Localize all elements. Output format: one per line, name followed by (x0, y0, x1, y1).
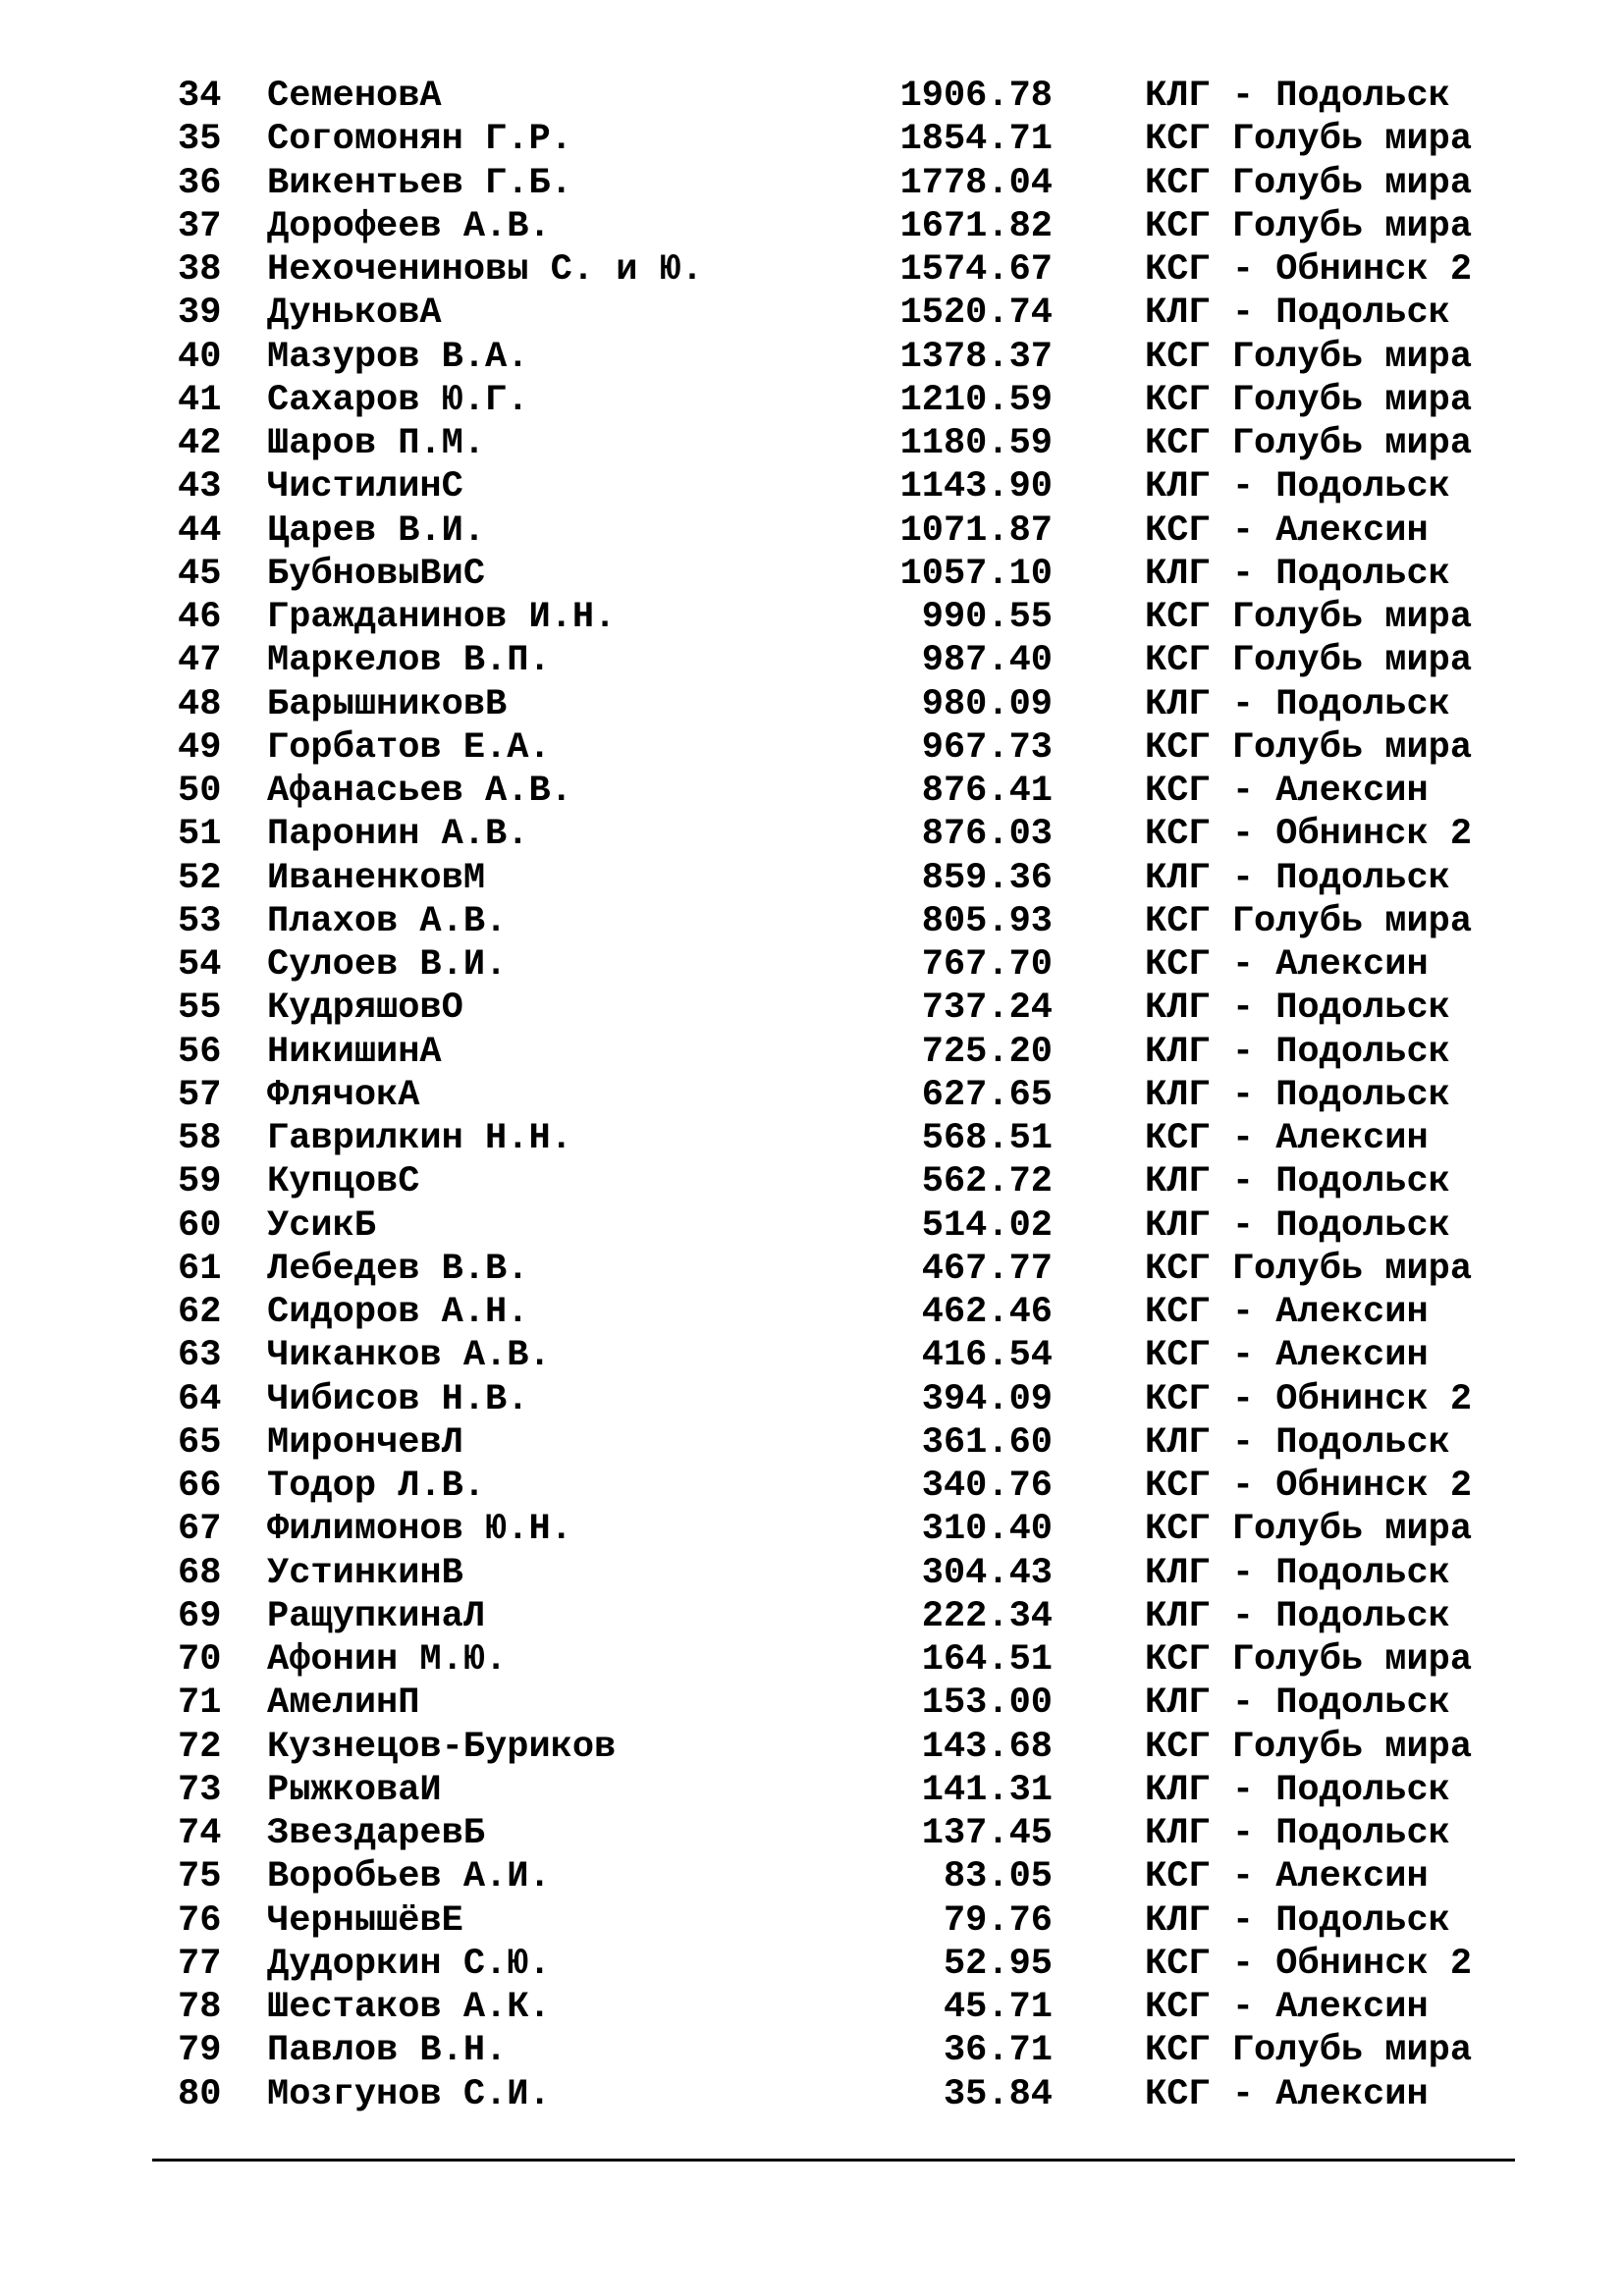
rank-cell: 56 (178, 1031, 222, 1073)
club-cell: КЛГ - Подольск (1145, 1899, 1450, 1942)
name-cell: ИваненковМ (267, 857, 486, 899)
name-cell: СеменовА (267, 76, 442, 117)
score-cell: 143.68 (921, 1726, 1053, 1768)
result-row (0, 422, 1624, 465)
rank-cell: 60 (178, 1204, 222, 1247)
rank-cell: 59 (178, 1161, 222, 1203)
result-row (0, 1508, 1624, 1551)
rank-cell: 35 (178, 119, 222, 161)
score-cell: 1210.59 (899, 379, 1053, 421)
club-cell: КЛГ - Подольск (1145, 1161, 1450, 1203)
score-cell: 164.51 (921, 1639, 1053, 1681)
score-cell: 737.24 (921, 988, 1053, 1030)
name-cell: УстинкинВ (267, 1552, 463, 1594)
club-cell: КЛГ - Подольск (1145, 683, 1450, 725)
club-cell: КСГ Голубь мира (1145, 162, 1473, 204)
score-cell: 859.36 (921, 857, 1053, 899)
score-cell: 1143.90 (899, 466, 1053, 508)
result-row (0, 1465, 1624, 1508)
rank-cell: 75 (178, 1856, 222, 1898)
result-row (0, 1117, 1624, 1160)
result-row (0, 1291, 1624, 1334)
name-cell: Мазуров В.А. (267, 336, 529, 378)
name-cell: КупцовС (267, 1161, 420, 1203)
score-cell: 805.93 (921, 900, 1053, 942)
score-cell: 45.71 (943, 1987, 1053, 2028)
club-cell: КСГ Голубь мира (1145, 726, 1473, 769)
result-row (0, 2029, 1624, 2072)
rank-cell: 43 (178, 466, 222, 508)
name-cell: Филимонов Ю.Н. (267, 1509, 572, 1551)
rank-cell: 52 (178, 857, 222, 899)
result-row (0, 813, 1624, 856)
club-cell: КЛГ - Подольск (1145, 466, 1450, 508)
score-cell: 83.05 (943, 1856, 1053, 1898)
result-row (0, 509, 1624, 553)
club-cell: КСГ - Обнинск 2 (1145, 1466, 1473, 1507)
club-cell: КЛГ - Подольск (1145, 1595, 1450, 1637)
result-row (0, 1986, 1624, 2029)
name-cell: КудряшовО (267, 988, 463, 1030)
result-row (0, 1204, 1624, 1248)
name-cell: Лебедев В.В. (267, 1248, 529, 1290)
result-row (0, 379, 1624, 422)
club-cell: КЛГ - Подольск (1145, 1769, 1450, 1811)
club-cell: КСГ - Алексин (1145, 771, 1429, 812)
score-cell: 1778.04 (899, 162, 1053, 204)
name-cell: Гаврилкин Н.Н. (267, 1118, 572, 1159)
name-cell: Гражданинов И.Н. (267, 597, 617, 638)
result-row (0, 465, 1624, 508)
rank-cell: 47 (178, 640, 222, 682)
result-row (0, 1855, 1624, 1898)
club-cell: КСГ Голубь мира (1145, 379, 1473, 421)
score-cell: 987.40 (921, 640, 1053, 682)
club-cell: КСГ - Алексин (1145, 1292, 1429, 1333)
score-cell: 153.00 (921, 1682, 1053, 1725)
result-row (0, 857, 1624, 900)
result-row (0, 943, 1624, 987)
club-cell: КСГ - Алексин (1145, 509, 1429, 552)
score-cell: 394.09 (921, 1378, 1053, 1420)
score-cell: 627.65 (921, 1074, 1053, 1116)
club-cell: КЛГ - Подольск (1145, 1421, 1450, 1464)
name-cell: ЧернышёвЕ (267, 1899, 463, 1942)
rank-cell: 38 (178, 249, 222, 291)
rank-cell: 37 (178, 205, 222, 247)
rank-cell: 62 (178, 1292, 222, 1333)
club-cell: КСГ - Обнинск 2 (1145, 1943, 1473, 1985)
name-cell: РащупкинаЛ (267, 1595, 486, 1637)
score-cell: 767.70 (921, 944, 1053, 986)
score-cell: 876.41 (921, 771, 1053, 812)
name-cell: Воробьев А.И. (267, 1856, 551, 1898)
name-cell: Царев В.И. (267, 509, 486, 552)
club-cell: КСГ - Алексин (1145, 1856, 1429, 1898)
result-row (0, 1769, 1624, 1812)
rank-cell: 53 (178, 900, 222, 942)
rank-cell: 54 (178, 944, 222, 986)
club-cell: КСГ - Алексин (1145, 1335, 1429, 1377)
score-cell: 462.46 (921, 1292, 1053, 1333)
rank-cell: 69 (178, 1595, 222, 1637)
rank-cell: 61 (178, 1248, 222, 1290)
name-cell: БарышниковВ (267, 683, 508, 725)
club-cell: КСГ - Алексин (1145, 2073, 1429, 2115)
club-cell: КСГ - Обнинск 2 (1145, 249, 1473, 291)
name-cell: Чиканков А.В. (267, 1335, 551, 1377)
rank-cell: 65 (178, 1421, 222, 1464)
club-cell: КСГ - Обнинск 2 (1145, 814, 1473, 856)
name-cell: Горбатов Е.А. (267, 726, 551, 769)
name-cell: РыжковаИ (267, 1769, 442, 1811)
name-cell: БубновыВиС (267, 553, 486, 595)
club-cell: КЛГ - Подольск (1145, 76, 1450, 117)
result-row (0, 1378, 1624, 1421)
rank-cell: 80 (178, 2073, 222, 2115)
result-row (0, 1248, 1624, 1291)
result-row (0, 596, 1624, 639)
rank-cell: 55 (178, 988, 222, 1030)
club-cell: КЛГ - Подольск (1145, 553, 1450, 595)
score-cell: 137.45 (921, 1813, 1053, 1854)
name-cell: Дорофеев А.В. (267, 205, 551, 247)
bottom-divider (152, 2159, 1515, 2162)
rank-cell: 57 (178, 1074, 222, 1116)
name-cell: НикишинА (267, 1031, 442, 1073)
rank-cell: 78 (178, 1987, 222, 2028)
rank-cell: 50 (178, 771, 222, 812)
score-cell: 514.02 (921, 1204, 1053, 1247)
rank-cell: 79 (178, 2030, 222, 2072)
name-cell: Шаров П.М. (267, 423, 486, 464)
club-cell: КЛГ - Подольск (1145, 1813, 1450, 1854)
club-cell: КЛГ - Подольск (1145, 293, 1450, 335)
score-cell: 416.54 (921, 1335, 1053, 1377)
score-cell: 1378.37 (899, 336, 1053, 378)
result-row (0, 248, 1624, 292)
name-cell: ЧистилинС (267, 466, 463, 508)
club-cell: КСГ Голубь мира (1145, 1726, 1473, 1768)
name-cell: Нехоченинoвы С. и Ю. (267, 249, 704, 291)
score-cell: 568.51 (921, 1118, 1053, 1159)
name-cell: Сидоров А.Н. (267, 1292, 529, 1333)
score-cell: 1071.87 (899, 509, 1053, 552)
club-cell: КЛГ - Подольск (1145, 1682, 1450, 1725)
result-row (0, 1682, 1624, 1725)
club-cell: КЛГ - Подольск (1145, 1552, 1450, 1594)
result-row (0, 1812, 1624, 1855)
name-cell: Паронин А.В. (267, 814, 529, 856)
name-cell: УсикБ (267, 1204, 377, 1247)
rank-cell: 39 (178, 293, 222, 335)
name-cell: Согомонян Г.Р. (267, 119, 572, 161)
result-row (0, 553, 1624, 596)
rank-cell: 70 (178, 1639, 222, 1681)
rank-cell: 66 (178, 1466, 222, 1507)
name-cell: Дудоркин С.Ю. (267, 1943, 551, 1985)
rank-cell: 46 (178, 597, 222, 638)
result-row (0, 118, 1624, 161)
club-cell: КЛГ - Подольск (1145, 1204, 1450, 1247)
score-cell: 310.40 (921, 1509, 1053, 1551)
name-cell: Сулоев В.И. (267, 944, 508, 986)
result-row (0, 1943, 1624, 1986)
club-cell: КСГ Голубь мира (1145, 1248, 1473, 1290)
name-cell: Афанасьев А.В. (267, 771, 572, 812)
score-cell: 990.55 (921, 597, 1053, 638)
score-cell: 967.73 (921, 726, 1053, 769)
score-cell: 467.77 (921, 1248, 1053, 1290)
results-list (0, 75, 1624, 2116)
name-cell: Кузнецов-Буриков (267, 1726, 617, 1768)
result-row (0, 205, 1624, 248)
name-cell: МирончевЛ (267, 1421, 463, 1464)
club-cell: КСГ Голубь мира (1145, 597, 1473, 638)
rank-cell: 58 (178, 1118, 222, 1159)
name-cell: Чибисов Н.В. (267, 1378, 529, 1420)
club-cell: КСГ Голубь мира (1145, 423, 1473, 464)
result-row (0, 162, 1624, 205)
rank-cell: 68 (178, 1552, 222, 1594)
result-row (0, 1726, 1624, 1769)
rank-cell: 67 (178, 1509, 222, 1551)
club-cell: КСГ - Обнинск 2 (1145, 1378, 1473, 1420)
score-cell: 79.76 (943, 1899, 1053, 1942)
club-cell: КСГ - Алексин (1145, 1118, 1429, 1159)
score-cell: 1906.78 (899, 76, 1053, 117)
score-cell: 36.71 (943, 2030, 1053, 2072)
score-cell: 980.09 (921, 683, 1053, 725)
name-cell: Мозгунов С.И. (267, 2073, 551, 2115)
club-cell: КЛГ - Подольск (1145, 1074, 1450, 1116)
rank-cell: 74 (178, 1813, 222, 1854)
result-row (0, 1031, 1624, 1074)
score-cell: 361.60 (921, 1421, 1053, 1464)
club-cell: КСГ Голубь мира (1145, 119, 1473, 161)
rank-cell: 77 (178, 1943, 222, 1985)
name-cell: Шестаков А.К. (267, 1987, 551, 2028)
score-cell: 725.20 (921, 1031, 1053, 1073)
rank-cell: 48 (178, 683, 222, 725)
rank-cell: 63 (178, 1335, 222, 1377)
score-cell: 1671.82 (899, 205, 1053, 247)
club-cell: КСГ - Алексин (1145, 944, 1429, 986)
name-cell: Тодор Л.В. (267, 1466, 486, 1507)
club-cell: КЛГ - Подольск (1145, 857, 1450, 899)
rank-cell: 49 (178, 726, 222, 769)
score-cell: 1520.74 (899, 293, 1053, 335)
rank-cell: 40 (178, 336, 222, 378)
club-cell: КСГ Голубь мира (1145, 900, 1473, 942)
name-cell: Афонин М.Ю. (267, 1639, 508, 1681)
result-row (0, 900, 1624, 943)
club-cell: КСГ Голубь мира (1145, 2030, 1473, 2072)
result-row (0, 336, 1624, 379)
result-row (0, 75, 1624, 118)
rank-cell: 36 (178, 162, 222, 204)
result-row (0, 639, 1624, 682)
score-cell: 1057.10 (899, 553, 1053, 595)
result-row (0, 770, 1624, 813)
score-cell: 141.31 (921, 1769, 1053, 1811)
result-row (0, 1552, 1624, 1595)
rank-cell: 42 (178, 423, 222, 464)
result-row (0, 1160, 1624, 1203)
score-cell: 876.03 (921, 814, 1053, 856)
rank-cell: 45 (178, 553, 222, 595)
result-row (0, 683, 1624, 726)
score-cell: 222.34 (921, 1595, 1053, 1637)
rank-cell: 73 (178, 1769, 222, 1811)
score-cell: 1854.71 (899, 119, 1053, 161)
name-cell: АмелинП (267, 1682, 420, 1725)
score-cell: 1180.59 (899, 423, 1053, 464)
rank-cell: 34 (178, 76, 222, 117)
result-row (0, 292, 1624, 335)
name-cell: ДуньковА (267, 293, 442, 335)
result-row (0, 1899, 1624, 1943)
name-cell: Сахаров Ю.Г. (267, 379, 529, 421)
club-cell: КЛГ - Подольск (1145, 1031, 1450, 1073)
club-cell: КСГ Голубь мира (1145, 1509, 1473, 1551)
name-cell: Викентьев Г.Б. (267, 162, 572, 204)
rank-cell: 76 (178, 1899, 222, 1942)
club-cell: КСГ - Алексин (1145, 1987, 1429, 2028)
result-row (0, 1334, 1624, 1377)
name-cell: Павлов В.Н. (267, 2030, 508, 2072)
score-cell: 562.72 (921, 1161, 1053, 1203)
result-row (0, 1638, 1624, 1682)
score-cell: 304.43 (921, 1552, 1053, 1594)
name-cell: Маркелов В.П. (267, 640, 551, 682)
club-cell: КСГ Голубь мира (1145, 640, 1473, 682)
result-row (0, 1595, 1624, 1638)
club-cell: КСГ Голубь мира (1145, 1639, 1473, 1681)
result-row (0, 1421, 1624, 1465)
name-cell: ФлячокА (267, 1074, 420, 1116)
club-cell: КСГ Голубь мира (1145, 336, 1473, 378)
score-cell: 1574.67 (899, 249, 1053, 291)
name-cell: ЗвездаревБ (267, 1813, 486, 1854)
result-row (0, 726, 1624, 770)
rank-cell: 51 (178, 814, 222, 856)
rank-cell: 71 (178, 1682, 222, 1725)
rank-cell: 44 (178, 509, 222, 552)
club-cell: КЛГ - Подольск (1145, 988, 1450, 1030)
score-cell: 35.84 (943, 2073, 1053, 2115)
score-cell: 340.76 (921, 1466, 1053, 1507)
rank-cell: 64 (178, 1378, 222, 1420)
rank-cell: 41 (178, 379, 222, 421)
result-row (0, 987, 1624, 1030)
score-cell: 52.95 (943, 1943, 1053, 1985)
rank-cell: 72 (178, 1726, 222, 1768)
name-cell: Плахов А.В. (267, 900, 508, 942)
result-row (0, 2073, 1624, 2116)
result-row (0, 1074, 1624, 1117)
club-cell: КСГ Голубь мира (1145, 205, 1473, 247)
